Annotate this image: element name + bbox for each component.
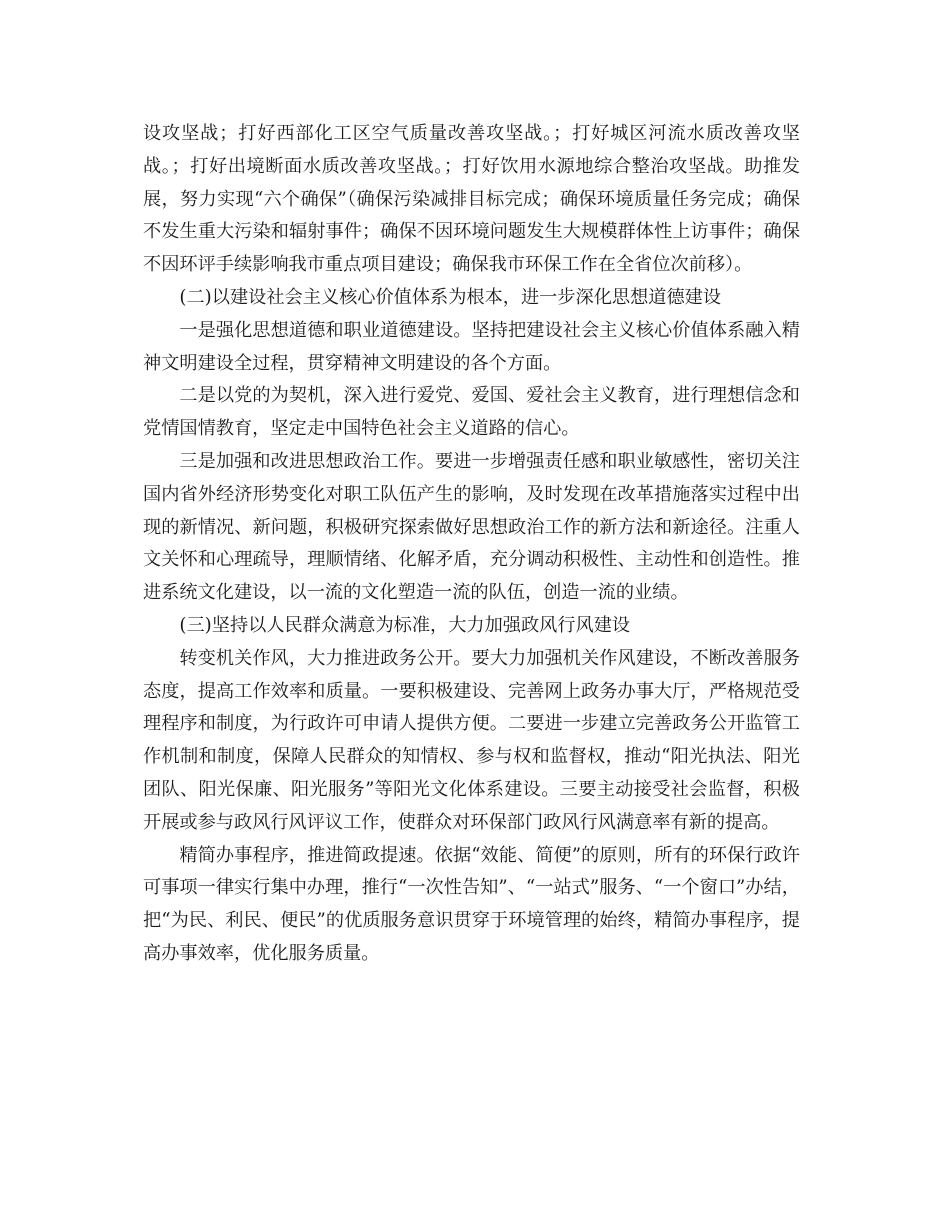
section-heading-three: (三)坚持以人民群众满意为标准，大力加强政风行风建设 [179, 614, 631, 636]
paragraph-political-work: 三是加强和改进思想政治工作。要进一步增强责任感和职业敏感性，密切关注国内省外经济形势变化对职工队伍产生的影响，及时发现在改革措施落实过程中出现的新情况、新问题，积极研究探索做好思想政治工作的新方法和新途径。注重人文关怀和心理疏导，理顺情绪、化解矛盾，充分调动积极性、主动性和创造性。推进系统文化建设，以一流的文化塑造一流的队伍，创造一流的业绩。 [143, 450, 800, 604]
paragraph-government-openness: 转变机关作风，大力推进政务公开。要大力加强机关作风建设，不断改善服务态度，提高工作效率和质量。一要积极建设、完善网上政务办事大厅，严格规范受理程序和制度，为行政许可申请人提供方便。二要进一步建立完善政务公开监管工作机制和制度，保障人民群众的知情权、参与权和监督权，推动“阳光执法、阳光团队、阳光保廉、阳光服务”等阳光文化体系建设。三要主动接受社会监督，积极开展或参与政风行风评议工作，使群众对环保部门政风行风满意率有新的提高。 [143, 647, 800, 833]
paragraph-continued-body: 设攻坚战；打好西部化工区空气质量改善攻坚战。；打好城区河流水质改善攻坚战。；打好出境断面水质改善攻坚战。；打好饮用水源地综合整治攻坚战。助推发展，努力实现“六个确保”（确保污染减排目标完成；确保环境质量任务完成；确保不发生重大污染和辐射事件；确保不因环境问题发生大规模群体性上访事件；确保不因环评手续影响我市重点项目建设；确保我市环保工作在全省位次前移）。 [143, 123, 800, 276]
section-heading-two: (二)以建设社会主义核心价值体系为根本，进一步深化思想道德建设 [179, 286, 722, 308]
paragraph-party-education: 二是以党的为契机，深入进行爱党、爱国、爱社会主义教育，进行理想信念和党情国情教育，坚定走中国特色社会主义道路的信心。 [143, 385, 800, 440]
paragraph-simplify-procedures: 精简办事程序，推进简政提速。依据“效能、简便”的原则，所有的环保行政许可事项一律实行集中办理，推行“一次性告知”、“一站式”服务、“一个窗口”办结，把“为民、利民、便民”的优质服务意识贯穿于环境管理的始终，精简办事程序，提高办事效率，优化服务质量。 [143, 844, 800, 964]
paragraph-moral-building: 一是强化思想道德和职业道德建设。坚持把建设社会主义核心价值体系融入精神文明建设全过程，贯穿精神文明建设的各个方面。 [143, 319, 800, 374]
